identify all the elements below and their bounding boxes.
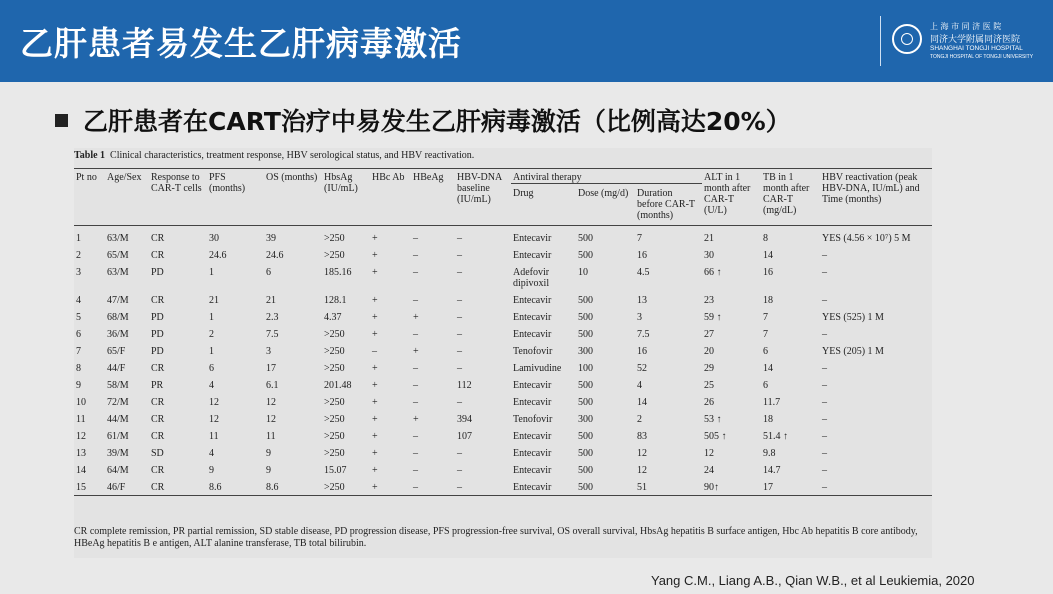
table-cell: 6 <box>209 362 214 374</box>
table-cell: – <box>822 249 827 261</box>
table-cell: 17 <box>763 481 773 493</box>
table-row <box>74 428 932 445</box>
table-cell: CR <box>151 481 165 493</box>
table-cell: 15 <box>76 481 86 493</box>
header-hbsag: HbsAg (IU/mL) <box>324 172 358 194</box>
header-duration: Duration before CAR-T (months) <box>637 188 695 221</box>
table-cell: – <box>457 328 462 340</box>
table-cell: 47/M <box>107 294 129 306</box>
table-cell: 100 <box>578 362 593 374</box>
table-cell: 8 <box>763 233 768 244</box>
table-cell: – <box>413 233 418 244</box>
logo-line-2: 同济大学附属同济医院 <box>930 35 1021 45</box>
table-cell: 4.37 <box>324 311 342 323</box>
table-cell: 7 <box>76 345 81 357</box>
table-cell: 500 <box>578 396 593 408</box>
table-cell: – <box>413 464 418 476</box>
table-cell: 83 <box>637 430 647 442</box>
table-cell: 505 ↑ <box>704 430 727 442</box>
table-cell: 51 <box>637 481 647 493</box>
header-pt-no: Pt no <box>76 172 97 183</box>
table-cell: 3 <box>266 345 271 357</box>
hospital-seal-icon <box>892 24 922 54</box>
table-cell: 9 <box>209 464 214 476</box>
table-cell: 15.07 <box>324 464 347 476</box>
table-row <box>74 411 932 428</box>
table-cell: + <box>372 413 378 425</box>
table-cell: 9 <box>266 464 271 476</box>
table-cell: + <box>372 379 378 391</box>
table-cell: 500 <box>578 464 593 476</box>
table-cell: 58/M <box>107 379 129 391</box>
table-cell: 2.3 <box>266 311 279 323</box>
table-cell: 9 <box>266 447 271 459</box>
table-row <box>74 394 932 411</box>
table-cell: 11 <box>76 413 86 425</box>
hospital-logo <box>880 12 1050 70</box>
table-cell: 3 <box>637 311 642 323</box>
table-cell: 16 <box>637 345 647 357</box>
table-cell: – <box>457 362 462 374</box>
table-cell: – <box>822 447 827 459</box>
table-cell: 26 <box>704 396 714 408</box>
table-cell: – <box>822 379 827 391</box>
table-cell: Entecavir <box>513 379 552 391</box>
table-cell: PD <box>151 345 164 357</box>
table-row <box>74 264 932 292</box>
table-cell: 23 <box>704 294 714 306</box>
table-cell: YES (525) 1 M <box>822 311 884 323</box>
table-cell: 14 <box>763 362 773 374</box>
logo-divider <box>880 16 881 66</box>
table-cell: + <box>372 249 378 261</box>
table-cell: – <box>822 266 827 278</box>
table-cell: + <box>372 266 378 278</box>
table-cell: – <box>457 294 462 306</box>
table-cell: CR <box>151 233 165 244</box>
table-cell: 12 <box>76 430 86 442</box>
table-cell: 53 ↑ <box>704 413 722 425</box>
table-cell: 24 <box>704 464 714 476</box>
table-cell: PD <box>151 328 164 340</box>
table-cell: 21 <box>704 233 714 244</box>
table-row <box>74 292 932 309</box>
table-cell: 128.1 <box>324 294 347 306</box>
header-dose: Dose (mg/d) <box>578 188 629 199</box>
table-cell: 29 <box>704 362 714 374</box>
table-cell: YES (4.56 × 10⁷) 5 M <box>822 233 911 244</box>
table-cell: 11 <box>266 430 276 442</box>
table-cell: 46/F <box>107 481 126 493</box>
table-row <box>74 247 932 264</box>
table-cell: >250 <box>324 396 345 408</box>
table-cell: Entecavir <box>513 464 552 476</box>
table-cell: 5 <box>76 311 81 323</box>
table-cell: 27 <box>704 328 714 340</box>
table-cell: SD <box>151 447 164 459</box>
table-cell: 12 <box>637 464 647 476</box>
table-cell: YES (205) 1 M <box>822 345 884 357</box>
table-row <box>74 360 932 377</box>
table-cell: 17 <box>266 362 276 374</box>
table-cell: >250 <box>324 328 345 340</box>
table-cell: 8 <box>76 362 81 374</box>
table-cell: 8.6 <box>209 481 222 493</box>
table-row <box>74 462 932 479</box>
table-cell: 51.4 ↑ <box>763 430 788 442</box>
header-os: OS (months) <box>266 172 318 183</box>
table-cell: CR <box>151 294 165 306</box>
table-footnote: CR complete remission, PR partial remission, SD stable disease, PD progression disease, PFS progression-free survival, OS overall survival, HbsAg hepatitis B surface antigen, Hbc Ab hepatitis B core antibody, HBeAg hepatitis B e antigen, ALT alanine transferase, TB total bilirubin. <box>74 526 918 549</box>
header-response: Response to CAR-T cells <box>151 172 202 194</box>
table-cell: >250 <box>324 345 345 357</box>
caption-text: Clinical characteristics, treatment response, HBV serological status, and HBV reactivation. <box>110 150 475 161</box>
table-cell: 107 <box>457 430 472 442</box>
table-cell: 4 <box>637 379 642 391</box>
table-cell: 63/M <box>107 233 129 244</box>
table-cell: + <box>372 328 378 340</box>
table-cell: – <box>457 396 462 408</box>
table-cell: – <box>457 464 462 476</box>
table-cell: – <box>457 481 462 493</box>
table-cell: 25 <box>704 379 714 391</box>
table-cell: Entecavir <box>513 328 552 340</box>
table-cell: – <box>413 328 418 340</box>
table-cell: – <box>822 430 827 442</box>
table-cell: – <box>822 328 827 340</box>
table-cell: – <box>822 464 827 476</box>
table-cell: >250 <box>324 447 345 459</box>
table-cell: – <box>822 362 827 374</box>
table-cell: 10 <box>76 396 86 408</box>
table-row <box>74 343 932 360</box>
table-cell: + <box>372 311 378 323</box>
table-cell: 52 <box>637 362 647 374</box>
table-cell: 185.16 <box>324 266 352 278</box>
table-cell: 24.6 <box>209 249 227 261</box>
table-cell: 72/M <box>107 396 129 408</box>
table-row <box>74 445 932 462</box>
table-cell: 9 <box>76 379 81 391</box>
header-hbeag: HBeAg <box>413 172 444 183</box>
table-cell: 7 <box>637 233 642 244</box>
table-cell: PR <box>151 379 164 391</box>
header-age-sex: Age/Sex <box>107 172 142 183</box>
table-cell: + <box>372 233 378 244</box>
table-cell: CR <box>151 413 165 425</box>
table-cell: – <box>822 413 827 425</box>
table-cell: – <box>413 249 418 261</box>
table-cell: 1 <box>209 311 214 323</box>
table-cell: CR <box>151 396 165 408</box>
table-body <box>74 226 932 496</box>
table-cell: 6.1 <box>266 379 279 391</box>
table-cell: 65/F <box>107 345 126 357</box>
table-cell: 500 <box>578 447 593 459</box>
table-cell: – <box>457 233 462 244</box>
table-cell: 7 <box>763 311 768 323</box>
table-cell: – <box>413 362 418 374</box>
table-cell: 30 <box>704 249 714 261</box>
table-cell: >250 <box>324 430 345 442</box>
table-cell: Entecavir <box>513 430 552 442</box>
table-cell: 68/M <box>107 311 129 323</box>
table-cell: 59 ↑ <box>704 311 722 323</box>
logo-line-3: SHANGHAI TONGJI HOSPITAL <box>930 45 1023 52</box>
table-cell: 2 <box>209 328 214 340</box>
table-cell: 12 <box>266 396 276 408</box>
table-cell: 44/F <box>107 362 126 374</box>
table-cell: 4 <box>76 294 81 306</box>
header-hbvdna: HBV-DNA baseline (IU/mL) <box>457 172 502 205</box>
table-cell: 12 <box>637 447 647 459</box>
table-cell: + <box>413 311 419 323</box>
table-cell: 300 <box>578 413 593 425</box>
table-cell: + <box>372 481 378 493</box>
table-cell: Tenofovir <box>513 413 553 425</box>
table-cell: Entecavir <box>513 481 552 493</box>
table-cell: >250 <box>324 413 345 425</box>
table-cell: – <box>457 266 462 278</box>
table-cell: – <box>822 396 827 408</box>
table-cell: – <box>413 447 418 459</box>
table-cell: 21 <box>209 294 219 306</box>
table-cell: + <box>413 413 419 425</box>
clinical-table <box>74 168 932 496</box>
table-cell: 14 <box>763 249 773 261</box>
caption-label: Table 1 <box>74 150 106 161</box>
table-cell: 2 <box>637 413 642 425</box>
table-cell: 14.7 <box>763 464 781 476</box>
table-cell: 39 <box>266 233 276 244</box>
table-cell: – <box>413 430 418 442</box>
table-cell: 10 <box>578 266 588 278</box>
table-cell: 24.6 <box>266 249 284 261</box>
table-cell: CR <box>151 464 165 476</box>
table-cell: Entecavir <box>513 447 552 459</box>
table-cell: 11.7 <box>763 396 781 408</box>
table-cell: 63/M <box>107 266 129 278</box>
table-cell: 21 <box>266 294 276 306</box>
table-cell: Tenofovir <box>513 345 553 357</box>
table-cell: 13 <box>76 447 86 459</box>
table-cell: – <box>457 249 462 261</box>
table-cell: >250 <box>324 249 345 261</box>
table-cell: PD <box>151 311 164 323</box>
table-cell: Entecavir <box>513 311 552 323</box>
table-cell: 6 <box>266 266 271 278</box>
table-cell: 64/M <box>107 464 129 476</box>
table-cell: Entecavir <box>513 249 552 261</box>
table-cell: 11 <box>209 430 219 442</box>
table-cell: + <box>372 294 378 306</box>
table-cell: 6 <box>763 379 768 391</box>
table-cell: 65/M <box>107 249 129 261</box>
table-cell: + <box>372 430 378 442</box>
header-drug: Drug <box>513 188 534 199</box>
table-cell: Lamivudine <box>513 362 562 374</box>
table-cell: – <box>457 447 462 459</box>
citation: Yang C.M., Liang A.B., Qian W.B., et al Leukiemia, 2020 <box>651 573 975 588</box>
table-cell: 500 <box>578 294 593 306</box>
table-cell: >250 <box>324 481 345 493</box>
header-antiviral: Antiviral therapy <box>511 169 702 184</box>
table-cell: Entecavir <box>513 233 552 244</box>
table-cell: – <box>413 396 418 408</box>
table-cell: 500 <box>578 328 593 340</box>
table-cell: >250 <box>324 233 345 244</box>
table-cell: 39/M <box>107 447 129 459</box>
table-cell: – <box>413 294 418 306</box>
table-cell: – <box>413 481 418 493</box>
table-cell: 18 <box>763 294 773 306</box>
table-cell: 1 <box>209 345 214 357</box>
table-caption <box>74 150 474 161</box>
table-row <box>74 309 932 326</box>
table-cell: Entecavir <box>513 396 552 408</box>
table-cell: + <box>413 345 419 357</box>
table-cell: CR <box>151 249 165 261</box>
header-tb: TB in 1 month after CAR-T (mg/dL) <box>763 172 810 216</box>
table-cell: CR <box>151 362 165 374</box>
table-row <box>74 326 932 343</box>
table-cell: 500 <box>578 249 593 261</box>
header-alt: ALT in 1 month after CAR-T (U/L) <box>704 172 751 216</box>
table-cell: – <box>457 311 462 323</box>
table-cell: 12 <box>704 447 714 459</box>
table-cell: 7.5 <box>266 328 279 340</box>
bullet-square-icon <box>55 114 68 127</box>
table-cell: 12 <box>209 413 219 425</box>
table-cell: – <box>822 481 827 493</box>
table-cell: + <box>372 464 378 476</box>
table-cell: 61/M <box>107 430 129 442</box>
table-cell: + <box>372 362 378 374</box>
table-cell: >250 <box>324 362 345 374</box>
table-cell: 1 <box>76 233 81 244</box>
table-cell: 6 <box>76 328 81 340</box>
table-cell: 2 <box>76 249 81 261</box>
table-cell: 66 ↑ <box>704 266 722 278</box>
table-cell: 18 <box>763 413 773 425</box>
table-cell: 7.5 <box>637 328 650 340</box>
table-cell: 16 <box>763 266 773 278</box>
table-cell: 8.6 <box>266 481 279 493</box>
table-cell: 500 <box>578 481 593 493</box>
table-cell: 16 <box>637 249 647 261</box>
header-hbcab: HBc Ab <box>372 172 405 183</box>
table-cell: + <box>372 396 378 408</box>
table-row <box>74 479 932 496</box>
table-cell: 500 <box>578 311 593 323</box>
table-cell: – <box>413 266 418 278</box>
table-cell: PD <box>151 266 164 278</box>
table-cell: 112 <box>457 379 472 391</box>
table-cell: 36/M <box>107 328 129 340</box>
table-cell: 1 <box>209 266 214 278</box>
table-cell: 4 <box>209 379 214 391</box>
table-cell: 394 <box>457 413 472 425</box>
table-cell: 9.8 <box>763 447 776 459</box>
table-cell: – <box>457 345 462 357</box>
table-cell: 3 <box>76 266 81 278</box>
logo-line-1: 上 海 市 同 济 医 院 <box>930 22 1002 31</box>
table-cell: – <box>413 379 418 391</box>
table-cell: 12 <box>209 396 219 408</box>
title-bar <box>0 0 1053 82</box>
table-cell: 4.5 <box>637 266 650 278</box>
bullet-text: 乙肝患者在CART治疗中易发生乙肝病毒激活（比例高达20%） <box>83 107 791 136</box>
table-cell: 201.48 <box>324 379 352 391</box>
slide-title: 乙肝患者易发生乙肝病毒激活 <box>20 24 462 63</box>
table-cell: 500 <box>578 233 593 244</box>
table-cell: 14 <box>637 396 647 408</box>
table-cell: 12 <box>266 413 276 425</box>
table-cell: + <box>372 447 378 459</box>
header-pfs: PFS (months) <box>209 172 246 194</box>
table-cell: – <box>372 345 377 357</box>
table-cell: 20 <box>704 345 714 357</box>
table-cell: Adefovir dipivoxil <box>513 266 550 289</box>
table-cell: 6 <box>763 345 768 357</box>
table-cell: 13 <box>637 294 647 306</box>
table-cell: 90↑ <box>704 481 719 493</box>
table-cell: 30 <box>209 233 219 244</box>
table-cell: 4 <box>209 447 214 459</box>
logo-line-4: TONGJI HOSPITAL OF TONGJI UNIVERSITY <box>930 54 1034 60</box>
table-cell: 14 <box>76 464 86 476</box>
table-cell: 500 <box>578 379 593 391</box>
header-reactivation: HBV reactivation (peak HBV-DNA, IU/mL) and Time (months) <box>822 172 920 205</box>
clinical-table-figure <box>74 148 932 558</box>
table-row <box>74 226 932 247</box>
table-cell: 500 <box>578 430 593 442</box>
table-cell: 44/M <box>107 413 129 425</box>
table-row <box>74 377 932 394</box>
table-cell: CR <box>151 430 165 442</box>
table-cell: Entecavir <box>513 294 552 306</box>
table-cell: 7 <box>763 328 768 340</box>
table-cell: 300 <box>578 345 593 357</box>
table-cell: – <box>822 294 827 306</box>
